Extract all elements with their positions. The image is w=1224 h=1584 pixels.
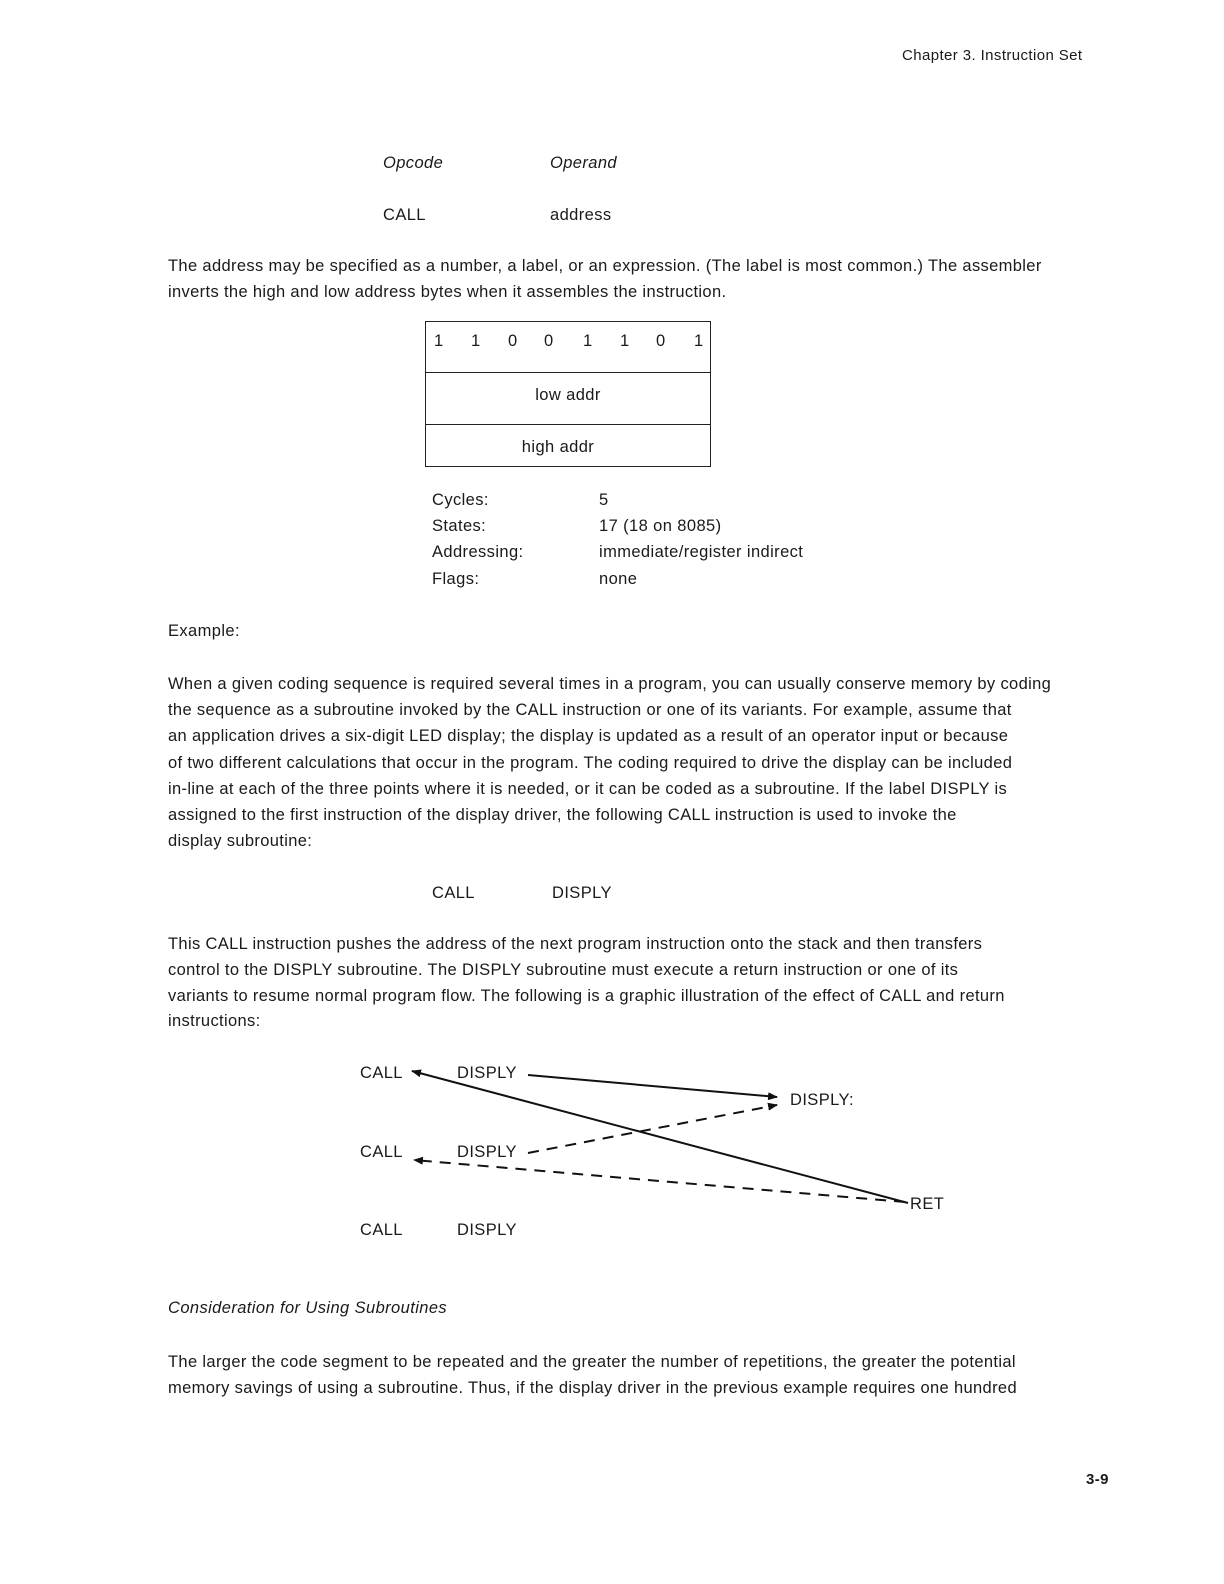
- bit: 0: [656, 332, 666, 350]
- timing-value: immediate/register indirect: [599, 543, 804, 561]
- code-arg: DISPLY: [552, 884, 612, 902]
- page-number: 3-9: [1086, 1471, 1109, 1488]
- paragraph-line: assigned to the first instruction of the display driver, the following CALL instruction is used to invoke the: [168, 806, 957, 824]
- timing-value: 5: [599, 491, 609, 509]
- diagram-ret: RET: [910, 1195, 945, 1213]
- paragraph-line: When a given coding sequence is required several times in a program, you can usually conserve memory by coding: [168, 675, 1052, 693]
- paragraph-line: in-line at each of the three points where it is needed, or it can be coded as a subroutine. If the label DISPLY is: [168, 780, 1008, 798]
- intro-line: The address may be specified as a number, a label, or an expression. (The label is most common.) The assembler: [168, 257, 1042, 275]
- diagram-arg: DISPLY: [457, 1221, 517, 1239]
- opcode: CALL: [383, 206, 426, 224]
- diagram-call: CALL: [360, 1064, 403, 1082]
- timing-label: Addressing:: [432, 543, 524, 561]
- bit: 0: [544, 332, 554, 350]
- paragraph-line: instructions:: [168, 1012, 261, 1030]
- paragraph-line: display subroutine:: [168, 832, 313, 850]
- timing-label: Cycles:: [432, 491, 489, 509]
- bit: 1: [434, 332, 444, 350]
- operand-label: Operand: [550, 154, 618, 172]
- diagram-arg: DISPLY: [457, 1064, 517, 1082]
- bit: 0: [508, 332, 518, 350]
- high-addr-byte: high addr: [521, 438, 595, 456]
- paragraph-line: the sequence as a subroutine invoked by the CALL instruction or one of its variants. For example, assume that: [168, 701, 1012, 719]
- paragraph-line: an application drives a six-digit LED display; the display is updated as a result of an operator input or because: [168, 727, 1009, 745]
- diagram-arg: DISPLY: [457, 1143, 517, 1161]
- paragraph-line: of two different calculations that occur in the program. The coding required to drive the display can be included: [168, 754, 1013, 772]
- intro-line: inverts the high and low address bytes when it assembles the instruction.: [168, 283, 727, 301]
- bit: 1: [620, 332, 630, 350]
- paragraph-line: memory savings of using a subroutine. Thus, if the display driver in the previous example requires one hundred: [168, 1379, 1017, 1397]
- operand: address: [550, 206, 612, 224]
- code-op: CALL: [432, 884, 475, 902]
- running-header: Chapter 3. Instruction Set: [902, 47, 1083, 64]
- paragraph-line: The larger the code segment to be repeated and the greater the number of repetitions, the greater the potential: [168, 1353, 1016, 1371]
- paragraph-line: This CALL instruction pushes the address of the next program instruction onto the stack and then transfers: [168, 935, 983, 953]
- opcode-label: Opcode: [383, 154, 444, 172]
- return-arrow-dashed: [414, 1160, 905, 1202]
- bit: 1: [471, 332, 481, 350]
- timing-label: States:: [432, 517, 487, 535]
- subheading: Consideration for Using Subroutines: [168, 1299, 448, 1317]
- bit: 1: [583, 332, 593, 350]
- example-heading: Example:: [168, 622, 240, 640]
- bit: 1: [694, 332, 704, 350]
- diagram-call: CALL: [360, 1143, 403, 1161]
- paragraph-line: control to the DISPLY subroutine. The DISPLY subroutine must execute a return instruction or one of its: [168, 961, 959, 979]
- diagram-call: CALL: [360, 1221, 403, 1239]
- diagram-target: DISPLY:: [790, 1091, 854, 1109]
- paragraph-line: variants to resume normal program flow. The following is a graphic illustration of the effect of CALL and return: [168, 987, 1005, 1005]
- timing-value: 17 (18 on 8085): [599, 517, 722, 535]
- timing-value: none: [599, 570, 638, 588]
- low-addr-byte: low addr: [535, 386, 601, 404]
- timing-label: Flags:: [432, 570, 480, 588]
- call-arrow: [528, 1075, 777, 1097]
